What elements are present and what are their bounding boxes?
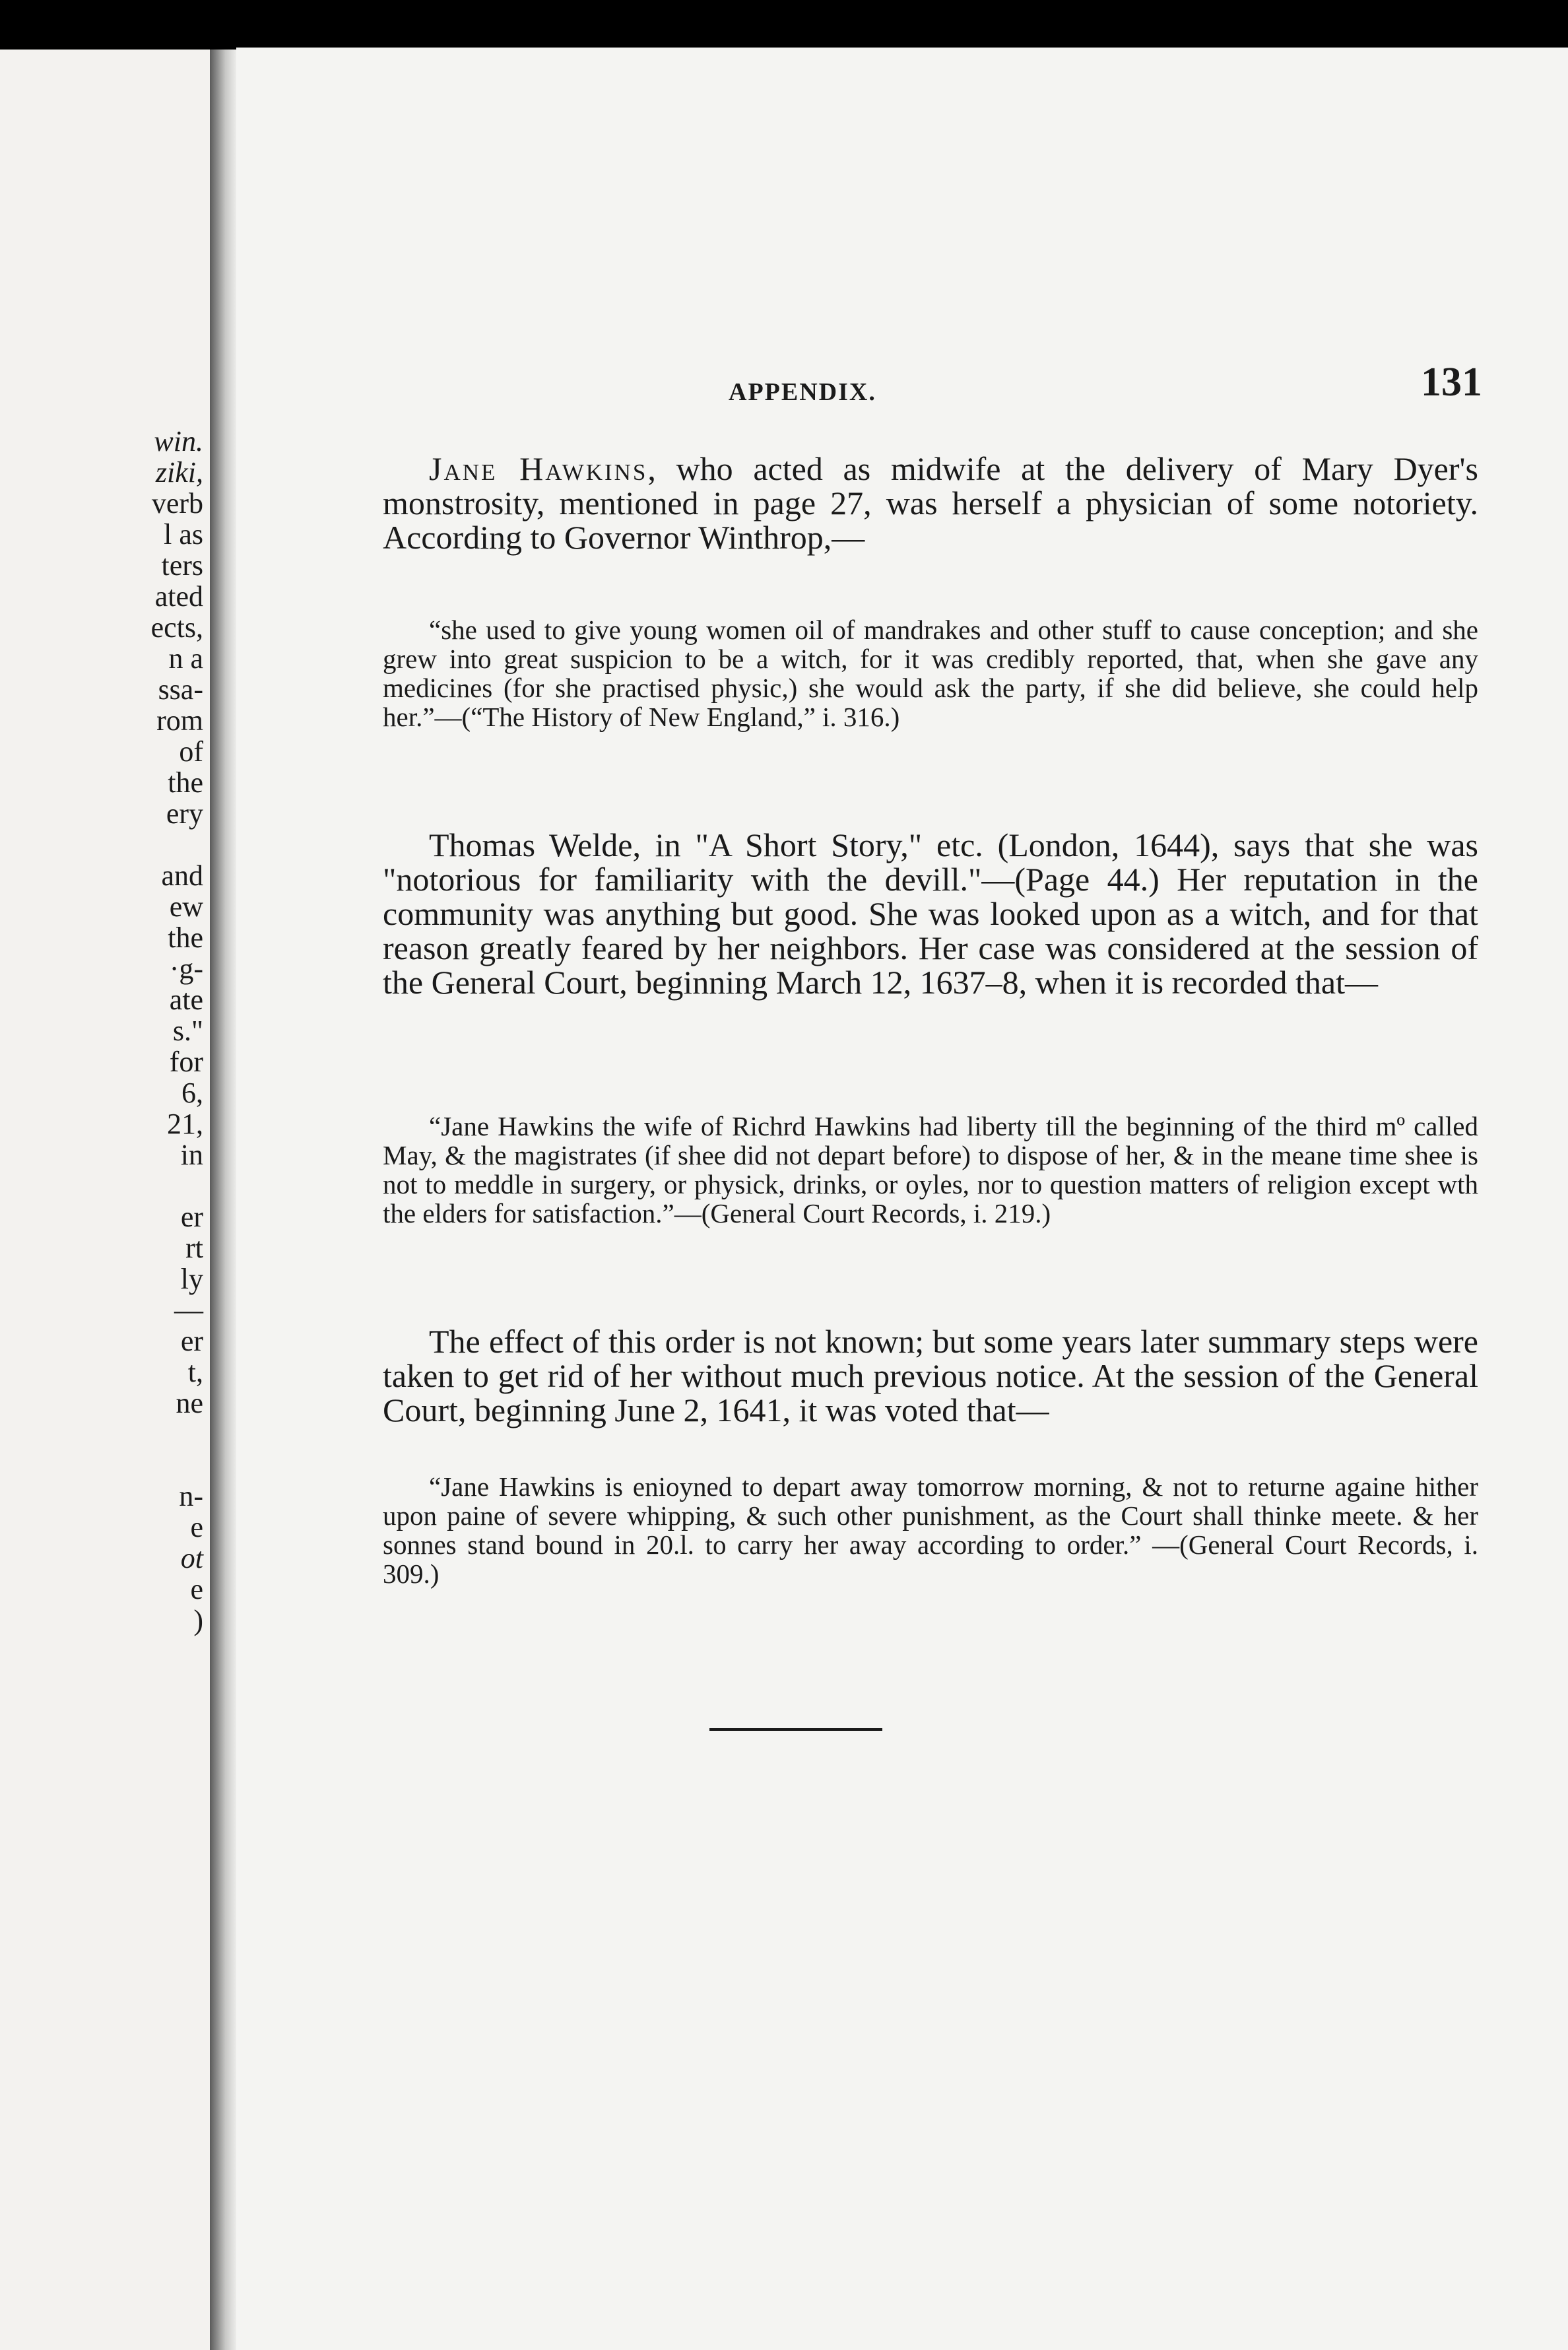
quote-winthrop: “she used to give young women oil of mandrakes and other stuff to cause conception; and she grew into great suspicion to be a witch, for it was credibly reported, that, when she gave any medicines (for she practised physic,) she would ask the party, if she did believe, she could help her.”—(“The History of New England,” i. 316.): [383, 615, 1478, 732]
facing-page-fragment: for: [169, 1046, 203, 1078]
facing-page-fragment: ssa-: [158, 673, 203, 706]
facing-page-fragment: ery: [166, 797, 203, 830]
running-head: APPENDIX.: [729, 378, 876, 406]
quote-court-records-309: “Jane Hawkins is enioyned to depart away tomorrow morning, & not to returne againe hither upon paine of severe whipping, & such other punishment, as the Court shall thinke meete. & her sonnes stand bound in 20.l. to carry her away according to order.” —(General Court Records, i. 309.): [383, 1471, 1478, 1589]
facing-page-fragment: ly: [180, 1263, 203, 1295]
facing-page-fragment: ate: [169, 984, 203, 1016]
facing-page-fragment: ated: [154, 580, 203, 613]
page-number: 131: [1421, 360, 1482, 405]
facing-page-fragment: ew: [169, 890, 203, 923]
facing-page-fragment: er: [180, 1201, 203, 1233]
facing-page-fragment: er: [180, 1325, 203, 1357]
facing-page-fragment: in: [180, 1139, 203, 1171]
facing-page-edge: [0, 50, 210, 2350]
page-header: [729, 359, 1482, 412]
facing-page-fragment: ters: [161, 549, 203, 582]
facing-page-fragment: 21,: [167, 1108, 203, 1140]
facing-page-fragment: l as: [164, 518, 203, 551]
facing-page-fragment: win.: [154, 425, 203, 457]
facing-page-fragment: ects,: [150, 611, 203, 644]
book-gutter: [210, 50, 236, 2350]
facing-page-fragment: the: [168, 766, 203, 799]
paragraph-order-effect: The effect of this order is not known; but some years later summary steps were taken to get rid of her without much previous notice. At the session of the General Court, beginning June 2, 1641, it was voted that—: [383, 1323, 1478, 1428]
facing-page-fragment: ): [193, 1604, 203, 1636]
facing-page-fragment: rt: [185, 1232, 203, 1264]
facing-page-fragment: s.": [172, 1015, 203, 1047]
facing-page-fragment: of: [179, 735, 203, 768]
facing-page-fragment: e: [190, 1573, 203, 1605]
facing-page-fragment: verb: [151, 487, 203, 520]
paragraph-jane-hawkins-intro: [383, 452, 1478, 554]
facing-page-fragment: ziki,: [155, 456, 203, 488]
name-lead: Jane Hawkins: [429, 450, 648, 487]
facing-page-fragment: e: [190, 1511, 203, 1543]
closing-rule: [709, 1728, 882, 1731]
facing-page-fragment: t,: [187, 1356, 203, 1388]
facing-page-fragment: ·g-: [169, 953, 203, 985]
facing-page-fragment: ne: [176, 1387, 203, 1419]
paragraph-welde: Thomas Welde, in "A Short Story," etc. (London, 1644), says that she was "notorious for familiarity with the devill."—(Page 44.) Her reputation in the community was anything but good. She was looked upon as a witch, and for that reason greatly feared by her neighbors. Her case was considered at the session of the General Court, beginning March 12, 1637–8, when it is recorded that—: [383, 826, 1478, 1001]
paragraph-text: , who acted as midwife at the delivery of Mary Dyer's monstrosity, mentioned in page 27, was herself a physician of some notoriety. According to Governor Winthrop,—: [383, 450, 1478, 556]
facing-page-fragment: and: [161, 859, 203, 892]
facing-page-fragment: 6,: [181, 1077, 203, 1109]
facing-page-fragment: n a: [168, 642, 203, 675]
facing-page-fragment: —: [174, 1294, 203, 1326]
quote-court-records-219: “Jane Hawkins the wife of Richrd Hawkins had liberty till the beginning of the third mº called May, & the magistrates (if shee did not depart before) to dispose of her, & in the meane time shee is not to meddle in surgery, or physick, drinks, or oyles, nor to question matters of religion except wth the elders for satisfaction.”—(General Court Records, i. 219.): [383, 1111, 1478, 1228]
facing-page-fragment: rom: [156, 704, 203, 737]
facing-page-fragment: n-: [179, 1480, 203, 1512]
facing-page-fragment: the: [168, 922, 203, 954]
book-page: [236, 48, 1568, 2350]
facing-page-fragment: ot: [180, 1542, 203, 1574]
